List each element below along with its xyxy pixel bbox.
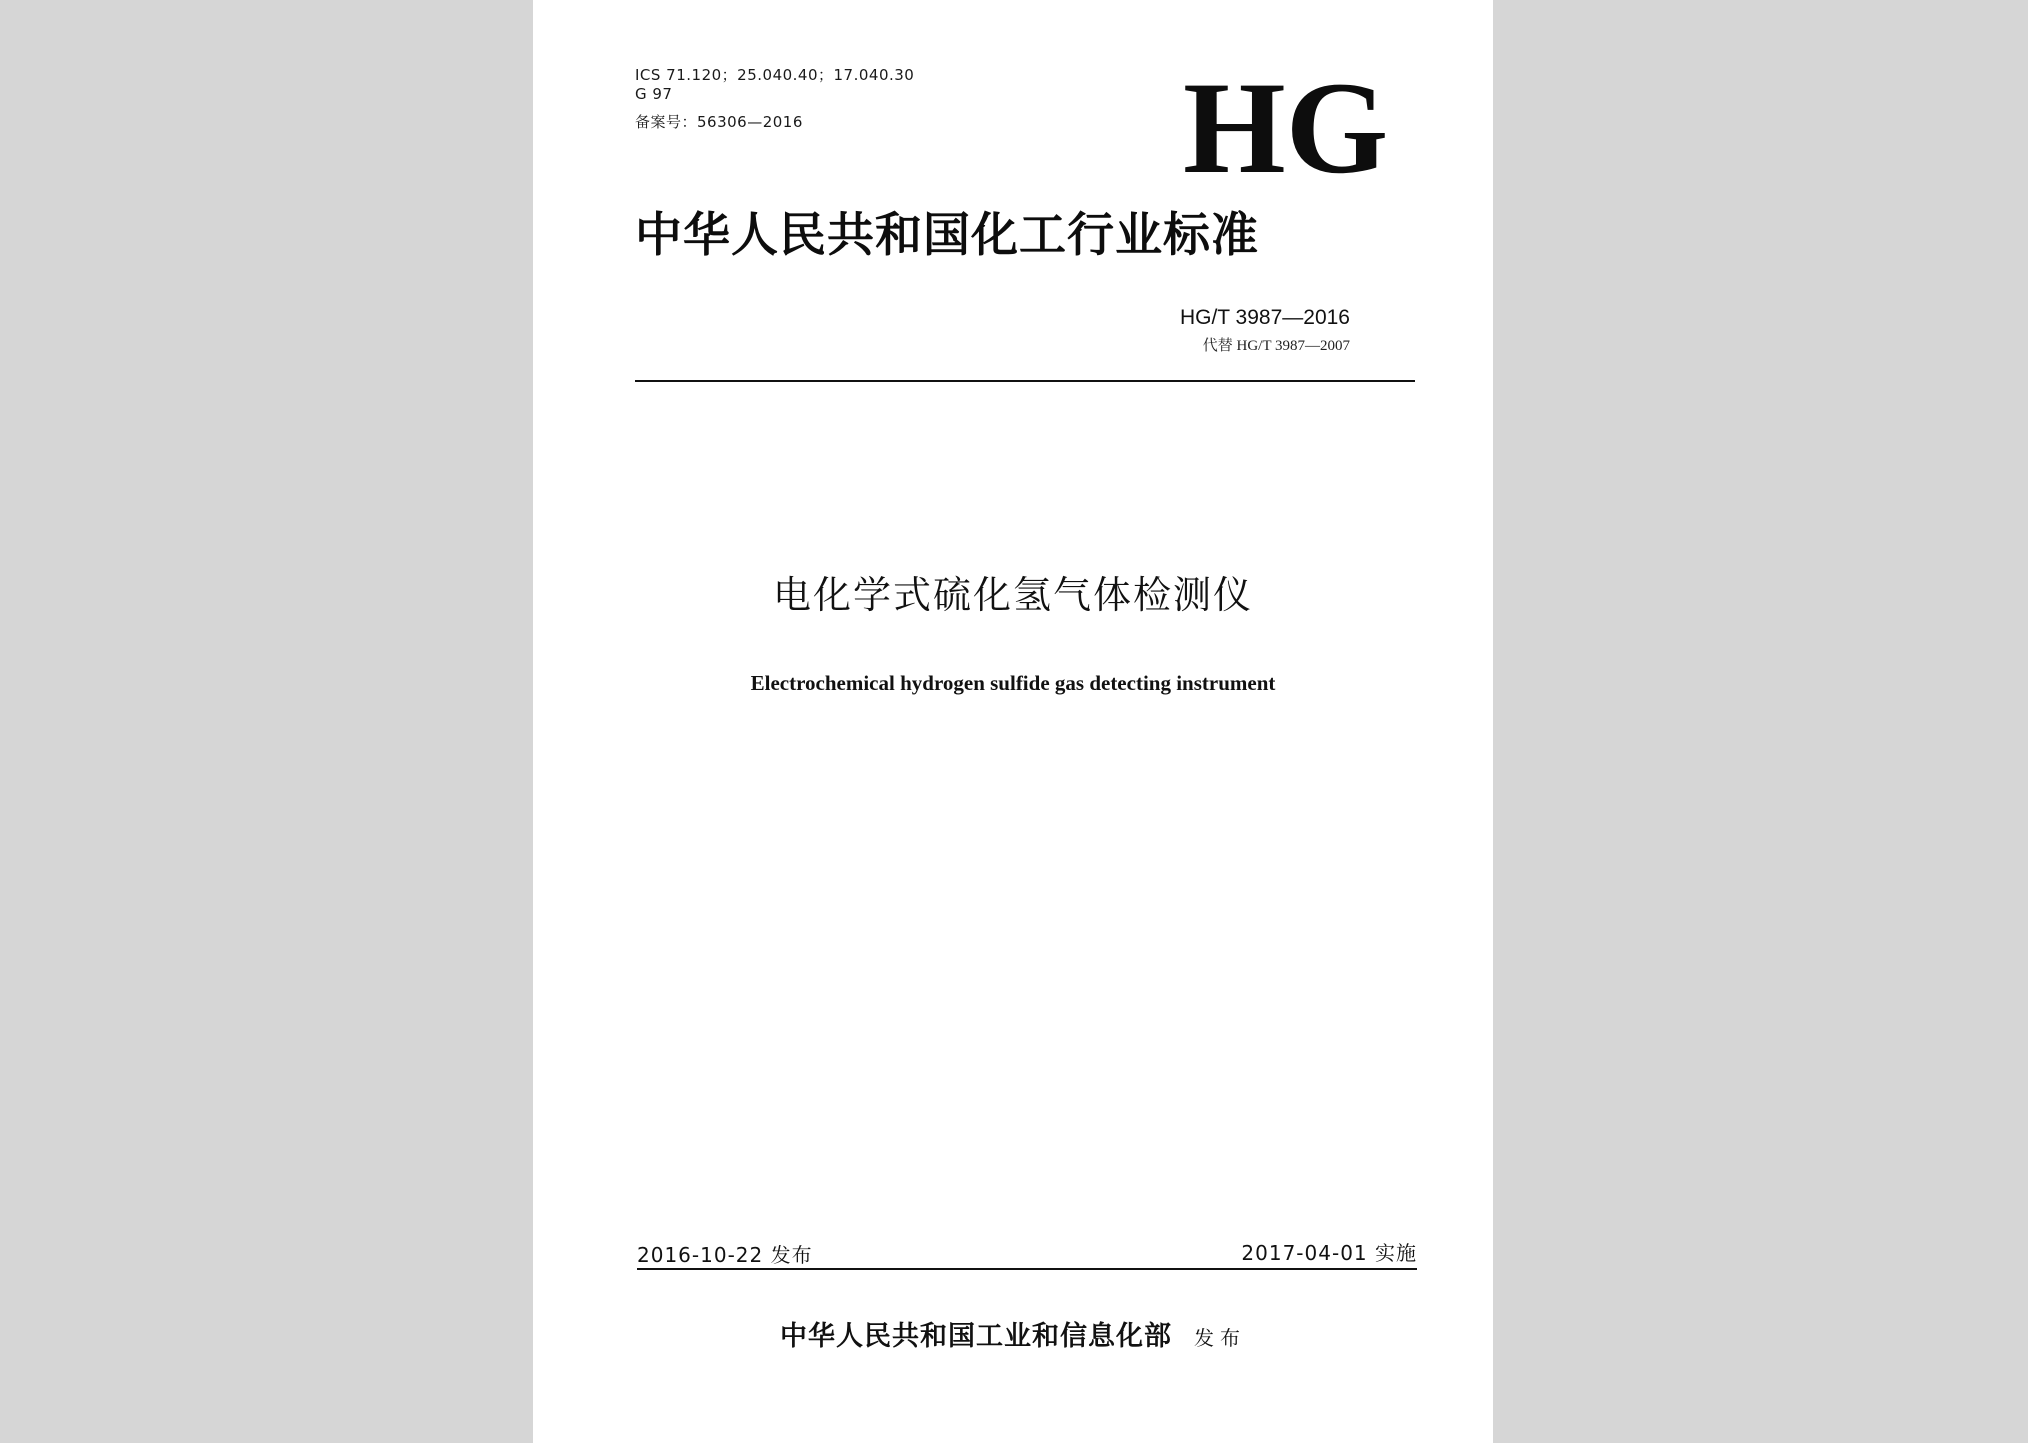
implement-date: 2017-04-01 实施 — [1241, 1241, 1417, 1265]
bottom-divider — [637, 1268, 1417, 1270]
publish-action: 发布 — [1194, 1326, 1246, 1350]
publisher-line — [533, 1320, 1493, 1355]
standard-title: 中华人民共和国化工行业标准 — [635, 208, 1259, 263]
standard-number: HG/T 3987—2016 — [1179, 306, 1350, 329]
hg-logo: HG — [1183, 54, 1389, 201]
record-number: 备案号：56306—2016 — [635, 113, 803, 131]
top-divider — [635, 380, 1415, 382]
document-title-en: Electrochemical hydrogen sulfide gas detecting instrument — [750, 671, 1276, 695]
replaces-standard: 代替 HG/T 3987—2007 — [1202, 338, 1350, 354]
document-page — [533, 0, 1493, 1443]
ics-code: ICS 71.120；25.040.40；17.040.30 — [635, 66, 915, 84]
issue-date: 2016-10-22 发布 — [637, 1243, 813, 1267]
clc-code: G 97 — [635, 85, 673, 103]
publisher-name: 中华人民共和国工业和信息化部 — [780, 1321, 1172, 1352]
document-title-cn: 电化学式硫化氢气体检测仪 — [772, 573, 1253, 617]
